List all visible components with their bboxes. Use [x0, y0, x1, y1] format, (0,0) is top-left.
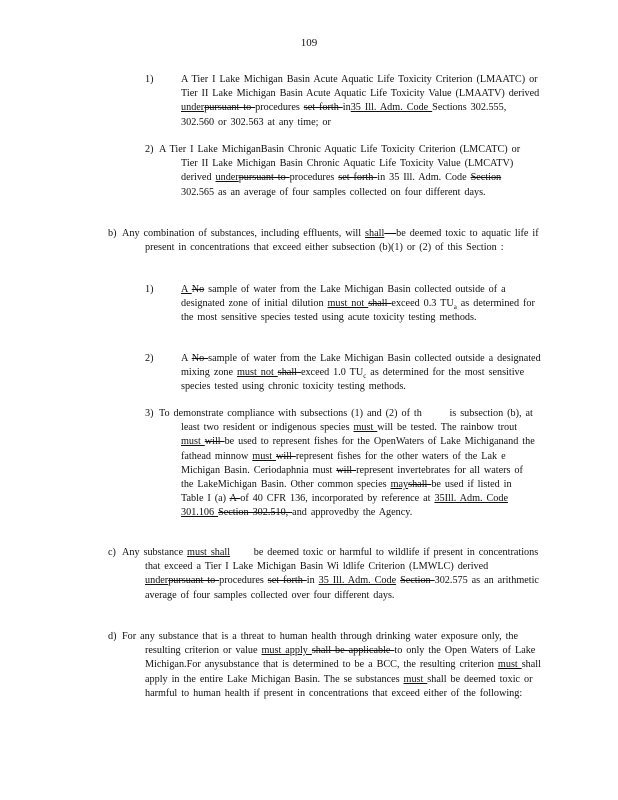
item-marker-d: d)	[108, 631, 117, 642]
item-marker-b: b)	[108, 228, 117, 239]
item-marker-c: c)	[108, 547, 116, 558]
paragraph-a2: A Tier I Lake MichiganBasin Chronic Aquatic Life Toxicity Criterion (LMCATC) or Tier II Lake Michigan Basin Chronic Aquatic Life Toxicity Value (LMCATV) derived underpursuant to procedures set forth in 35 Ill. Adm. Code Section 302.565 as an average of four samples collected on four different days.	[159, 144, 521, 198]
item-marker-b3: 3)	[145, 408, 154, 419]
paragraph-a1: A Tier I Lake Michigan Basin Acute Aquatic Life Toxicity Criterion (LMAATC) or Tier II Lake Michigan Basin Acute Aquatic Life Toxicity Value (LMAATV) derived underpursuant to procedures set forth in35 Ill. Adm. Code Sections 302.555, 302.560 or 302.563 at any time; or	[181, 74, 540, 128]
paragraph-b1: A No sample of water from the Lake Michigan Basin collected outside of a designated zone of initial dilution must not shall exceed 0.3 $TU_a$ as determined for the most sensitive species tested using acute toxicity testing methods.	[181, 284, 535, 324]
item-marker-a2: 2)	[145, 144, 154, 155]
paragraph-c: Any substance must shall be deemed toxic or harmful to wildlife if present in concentrations that exceed a Tier I Lake Michigan Basin Wi ldlife Criterion (LMWLC) derived underpursuant to procedures set forth in 35 Ill. Adm. Code Section 302.575 as an arithmetic average of four samples collected over four different days.	[122, 547, 543, 601]
paragraph-b: Any combination of substances, including effluents, will shall be deemed toxic to aquatic life if present in concentrations that exceed either subsection (b)(1) or (2) of this Section :	[122, 228, 539, 254]
item-marker-b2: 2)	[145, 353, 154, 364]
paragraph-d: For any substance that is a threat to human health through drinking water exposure only, the resulting criterion or value must apply shall be applicable to only the Open Waters of Lake Michigan.For anysubstance that is determined to be a BCC, the resulting criterion must shall apply in the entire Lake Michigan Basin. The se substances must shall be deemed toxic or harmful to human health if present in concentrations that exceed either of the following:	[122, 631, 541, 699]
paragraph-b3: To demonstrate compliance with subsections (1) and (2) of th is subsection (b), at least two resident or indigenous species must will be tested. The rainbow trout must will be used to represent fishes for the OpenWaters of Lake Michiganand the fathead minnow must will represent fishes for the other waters of the Lak e Michigan Basin. Ceriodaphnia must will represent invertebrates for all waters of the LakeMichigan Basin. Other common species mayshall be used if listed in Table I (a) A of 40 CFR 136, incorporated by reference at 35Ill. Adm. Code 301.106 Section 302.510, and approvedby the Agency.	[159, 408, 537, 519]
page-number: 109	[300, 37, 318, 49]
item-marker-a1: 1)	[145, 74, 154, 85]
paragraph-b2: A No sample of water from the Lake Michigan Basin collected outside a designated mixing zone must not shall exceed 1.0 $TU_c$ as determined for the most sensitive species tested using chronic toxicity testing methods.	[181, 353, 541, 393]
item-marker-b1: 1)	[145, 284, 154, 295]
